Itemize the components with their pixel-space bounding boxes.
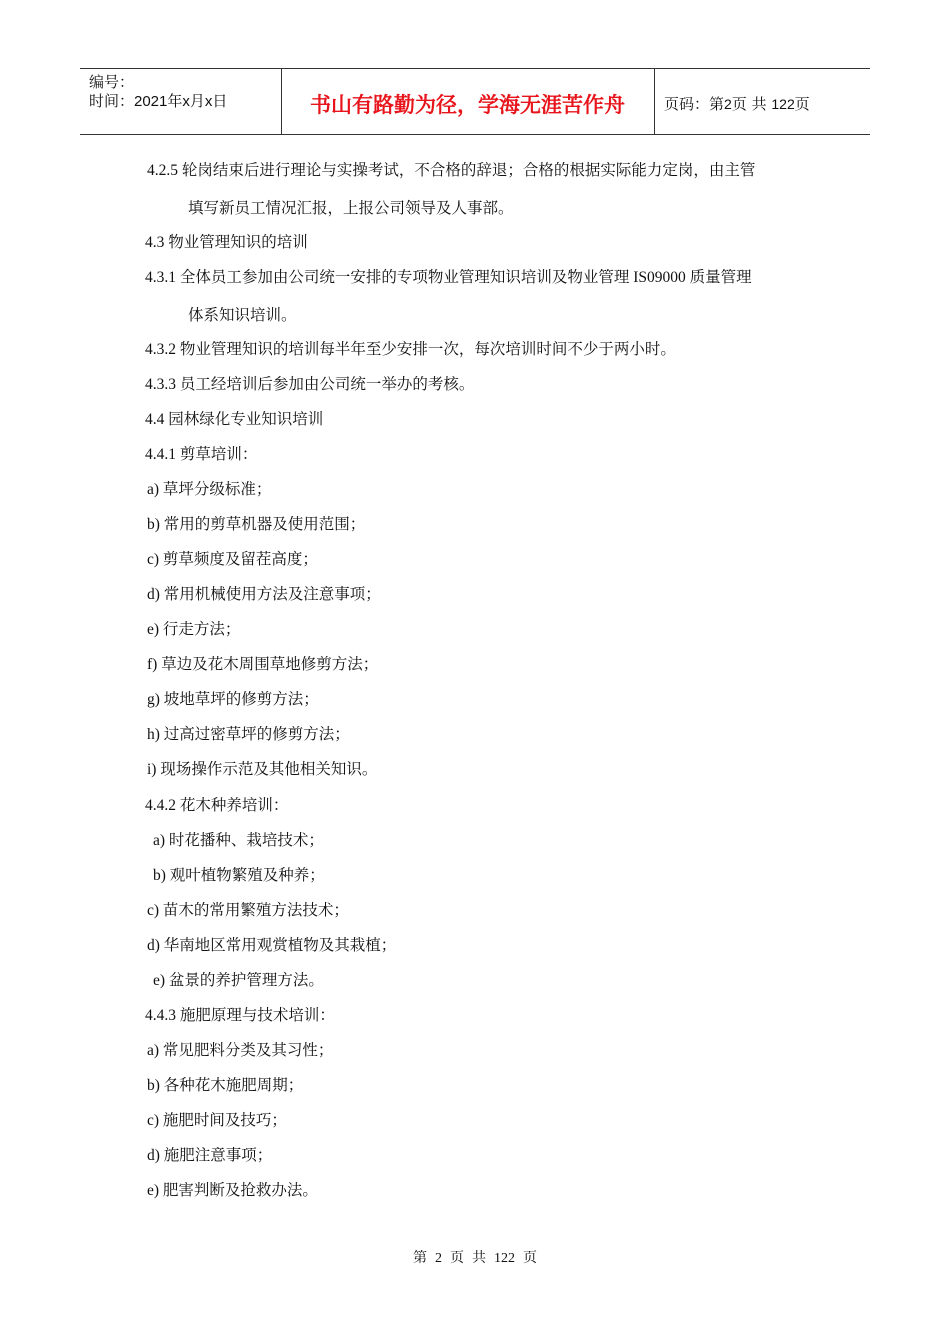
section-4-2-5-line-2: 填写新员工情况汇报，上报公司领导及人事部。 (188, 200, 514, 217)
list-item: e) 肥害判断及抢救办法。 (147, 1182, 318, 1199)
list-item: d) 华南地区常用观赏植物及其栽植； (147, 937, 397, 954)
list-item: h) 过高过密草坪的修剪方法； (147, 726, 350, 743)
section-4-3-2: 4.3.2 物业管理知识的培训每半年至少安排一次，每次培训时间不少于两小时。 (145, 341, 676, 358)
footer-total-pages: 122 (494, 1251, 515, 1266)
section-4-3-1-line-2: 体系知识培训。 (188, 307, 297, 324)
page-code-suffix: 页 (794, 95, 810, 113)
page-footer (0, 1247, 950, 1267)
footer-ye: 页 (450, 1251, 464, 1266)
list-item: b) 各种花木施肥周期； (147, 1077, 304, 1094)
footer-gong: 共 (472, 1251, 486, 1266)
list-item: d) 常用机械使用方法及注意事项； (147, 586, 381, 603)
section-4-4-2-title: 4.4.2 花木种养培训： (145, 797, 289, 814)
page-code-prefix: 页码：第 (664, 95, 725, 113)
section-4-2-5-line-1: 4.2.5 轮岗结束后进行理论与实操考试，不合格的辞退；合格的根据实际能力定岗，由主管 (147, 162, 756, 179)
footer-page-number: 2 (435, 1251, 442, 1266)
header-meta-cell (80, 69, 282, 134)
footer-di: 第 (413, 1251, 427, 1266)
page-code-mid: 页 共 (731, 95, 767, 113)
list-item: a) 常见肥料分类及其习性； (147, 1042, 334, 1059)
list-item: e) 盆景的养护管理方法。 (153, 972, 324, 989)
document-number-label: 编号： (89, 74, 135, 91)
footer-ye-end: 页 (523, 1251, 537, 1266)
page-code-current: 2 (724, 96, 732, 112)
section-4-4-1-title: 4.4.1 剪草培训： (145, 446, 258, 463)
list-item: c) 苗木的常用繁殖方法技术； (147, 902, 349, 919)
header-motto-cell (281, 69, 655, 134)
page-code-total: 122 (771, 96, 795, 112)
list-item: b) 观叶植物繁殖及种养； (153, 867, 325, 884)
list-item: c) 施肥时间及技巧； (147, 1112, 287, 1129)
list-item: f) 草边及花木周围草地修剪方法； (147, 656, 379, 673)
list-item: b) 常用的剪草机器及使用范围； (147, 516, 366, 533)
list-item: g) 坡地草坪的修剪方法； (147, 691, 319, 708)
list-item: i) 现场操作示范及其他相关知识。 (147, 761, 378, 778)
list-item: a) 草坪分级标准； (147, 481, 272, 498)
list-item: d) 施肥注意事项； (147, 1147, 273, 1164)
list-item: a) 时花播种、栽培技术； (153, 832, 324, 849)
document-time-label: 时间：2021年x月x日 (89, 93, 228, 110)
list-item: e) 行走方法； (147, 621, 241, 638)
section-4-4-3-title: 4.4.3 施肥原理与技术培训： (145, 1007, 335, 1024)
header-page-code (664, 93, 810, 114)
page-header (80, 68, 870, 135)
header-page-cell (654, 69, 870, 134)
header-motto: 书山有路勤为径，学海无涯苦作舟 (310, 93, 625, 117)
section-4-3-title: 4.3 物业管理知识的培训 (145, 234, 308, 251)
section-4-3-3: 4.3.3 员工经培训后参加由公司统一举办的考核。 (145, 376, 475, 393)
section-4-4-title: 4.4 园林绿化专业知识培训 (145, 411, 324, 428)
section-4-3-1-line-1: 4.3.1 全体员工参加由公司统一安排的专项物业管理知识培训及物业管理 IS09000 质量管理 (145, 269, 752, 286)
list-item: c) 剪草频度及留茬高度； (147, 551, 318, 568)
